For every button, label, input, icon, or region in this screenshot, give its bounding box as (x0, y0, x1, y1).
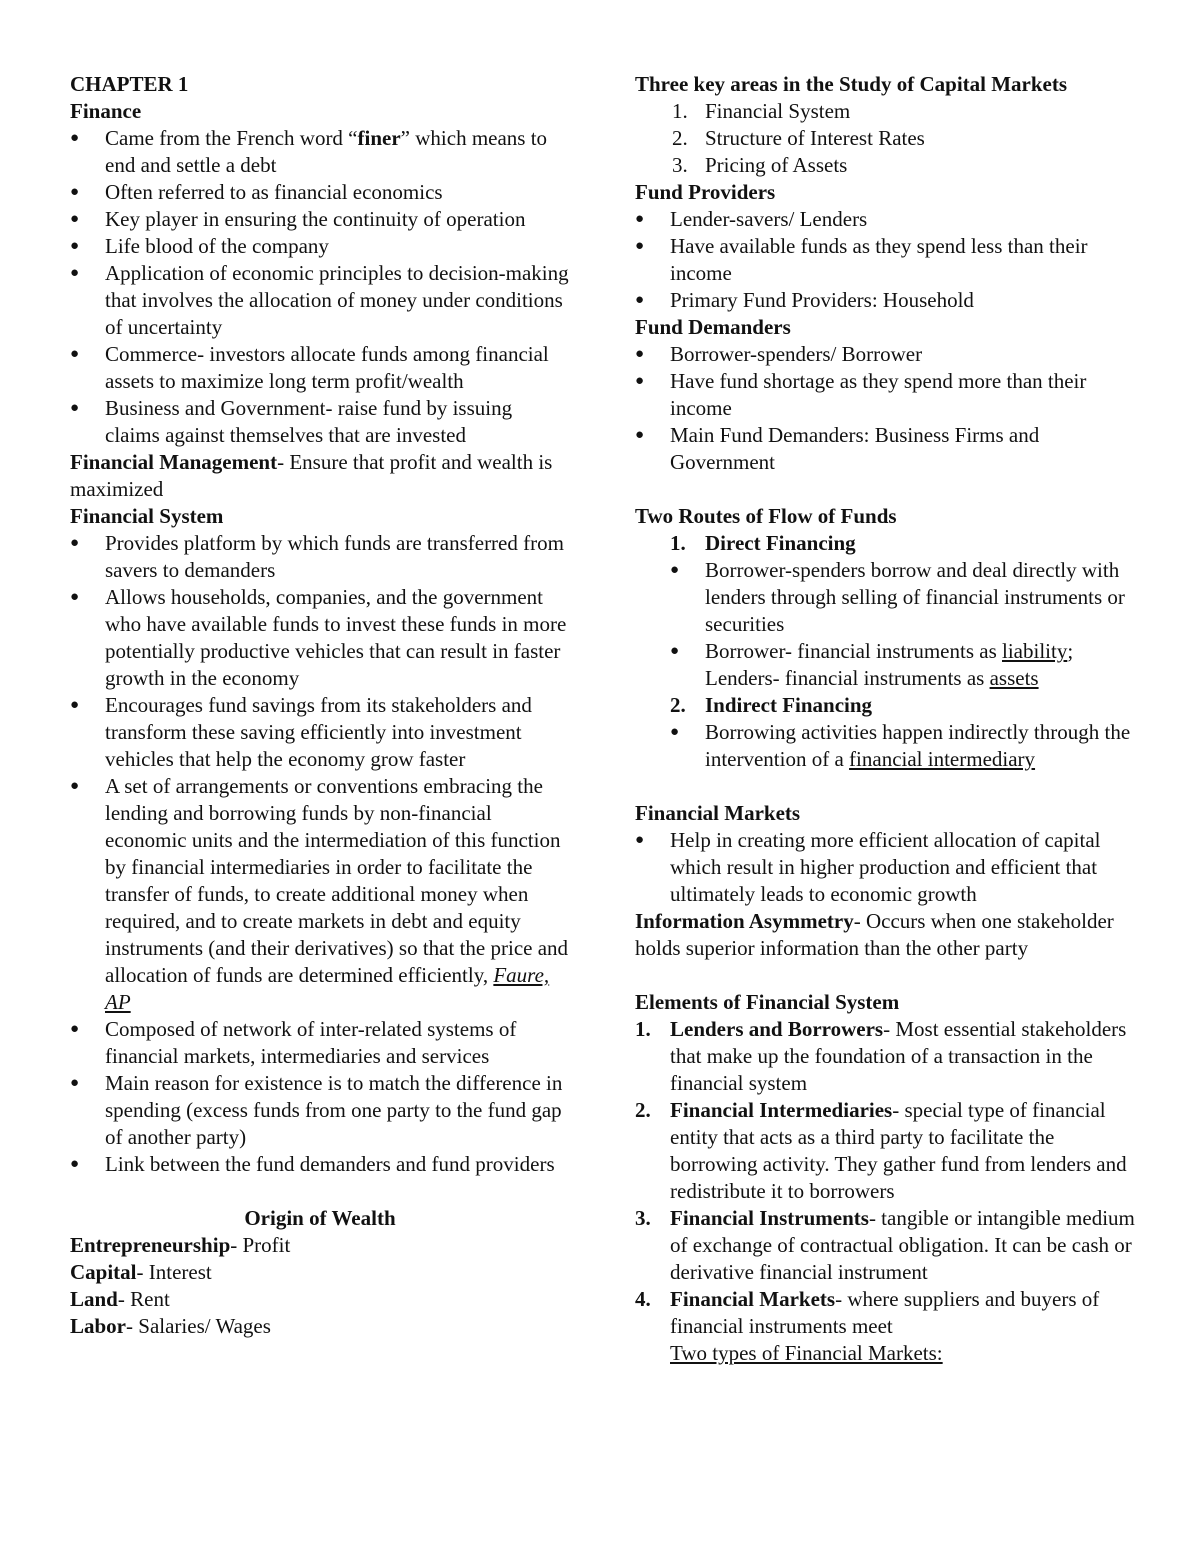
bold-term: Entrepreneurship (70, 1233, 231, 1257)
bullet-text: Borrowing activities happen indirectly through the intervention of a (705, 720, 1131, 771)
financial-system-heading: Financial System (70, 504, 224, 528)
definition-text: - special type of financial entity that acts as a third party to facilitate the borrowing activity. They gather fund from lenders and redistribute it to borrowers (670, 1098, 1127, 1203)
list-text: Structure of Interest Rates (705, 126, 925, 150)
routes-heading: Two Routes of Flow of Funds (635, 504, 897, 528)
left-column (70, 71, 570, 1340)
wealth-item (70, 1232, 570, 1259)
list-item: ● Borrower-spenders borrow and deal directly with lenders through selling of financial instruments or securities (670, 557, 1135, 638)
definition-text: - Profit (230, 1233, 291, 1257)
definition-text: - Occurs when one stakeholder holds superior information than the other party (635, 909, 1114, 960)
citation: Faure, AP (105, 963, 550, 1014)
list-number: 1. (670, 531, 686, 555)
list-item: ● Commerce- investors allocate funds among financial assets to maximize long term profit/wealth (70, 341, 570, 395)
definition-text: - Interest (136, 1260, 212, 1284)
list-item: ● Often referred to as financial economics (70, 179, 570, 206)
direct-financing-block (635, 557, 1135, 692)
fund-providers-heading: Fund Providers (635, 180, 776, 204)
information-asymmetry-definition (635, 908, 1135, 962)
definition-text: - Rent (117, 1287, 170, 1311)
financial-markets-list (635, 827, 1135, 908)
definition-text: - Salaries/ Wages (126, 1314, 271, 1338)
list-item (635, 125, 1135, 152)
direct-financing-list (670, 557, 1135, 692)
list-item: ● Have fund shortage as they spend more than their income (635, 368, 1135, 422)
list-item: ● Application of economic principles to decision-making that involves the allocation of money under conditions of uncertainty (70, 260, 570, 341)
bold-term: Financial Intermediaries (670, 1098, 893, 1122)
list-item: ● Borrower-spenders/ Borrower (635, 341, 1135, 368)
bold-term: Financial Markets (670, 1287, 836, 1311)
definition-text: - Ensure that profit and wealth is maximized (70, 450, 553, 501)
definition-text: - tangible or intangible medium of exchange of contractual obligation. It can be cash or derivative financial instrument (670, 1206, 1135, 1284)
key-areas-list (635, 98, 1135, 179)
two-types-label: Two types of Financial Markets: (670, 1341, 943, 1365)
wealth-item (70, 1313, 570, 1340)
indirect-financing-heading (635, 692, 1135, 719)
indirect-financing-block (635, 719, 1135, 773)
list-number: 2. (635, 1098, 651, 1122)
finance-bullet-list (70, 125, 570, 449)
chapter-title: CHAPTER 1 (70, 72, 189, 96)
definition-text: - where suppliers and buyers of financial instruments meet (670, 1287, 1100, 1338)
origin-of-wealth-heading: Origin of Wealth (244, 1206, 396, 1230)
bullet-text: ” which means to end and settle a debt (105, 126, 548, 177)
list-item: ● Provides platform by which funds are transferred from savers to demanders (70, 530, 570, 584)
indirect-financing-list (670, 719, 1135, 773)
list-item: ● Life blood of the company (70, 233, 570, 260)
key-areas-heading: Three key areas in the Study of Capital Markets (635, 72, 1068, 96)
fund-demanders-heading: Fund Demanders (635, 315, 791, 339)
bullet-text: Borrower- financial instruments as (705, 639, 1002, 663)
finance-heading: Finance (70, 99, 142, 123)
list-item: ● Business and Government- raise fund by issuing claims against themselves that are invested (70, 395, 570, 449)
list-number: 1. (635, 1017, 651, 1041)
bullet-text: A set of arrangements or conventions embracing the lending and borrowing funds by non-financial economic units and the intermediation of this function by financial intermediaries in order to facilitate the transfer of funds, to create additional money when required, and to create markets in debt and equity instruments (and their derivatives) so that the price and allocation of funds are determined efficiently, (105, 774, 569, 987)
financial-management-definition (70, 449, 570, 503)
list-number: 3. (635, 1206, 651, 1230)
list-item: ● Lender-savers/ Lenders (635, 206, 1135, 233)
wealth-item (70, 1259, 570, 1286)
list-item: ● Help in creating more efficient allocation of capital which result in higher production and efficient that ultimately leads to economic growth (635, 827, 1135, 908)
bold-term: Labor (70, 1314, 127, 1338)
list-item: ● Main Fund Demanders: Business Firms and Government (635, 422, 1135, 476)
list-item (635, 1097, 1135, 1205)
subheading-text: Indirect Financing (705, 693, 873, 717)
underlined-term: financial intermediary (849, 747, 1036, 771)
bold-term: Land (70, 1287, 118, 1311)
list-text: Financial System (705, 99, 851, 123)
bold-term: Lenders and Borrowers (670, 1017, 884, 1041)
list-item: ● Main reason for existence is to match the difference in spending (excess funds from one party to the fund gap of another party) (70, 1070, 570, 1151)
elements-heading: Elements of Financial System (635, 990, 900, 1014)
list-item (635, 1016, 1135, 1097)
bold-term: Information Asymmetry (635, 909, 854, 933)
list-item: ● Key player in ensuring the continuity of operation (70, 206, 570, 233)
fund-demanders-list (635, 341, 1135, 476)
bullet-text: ; Lenders- financial instruments as (705, 639, 1074, 690)
bold-term: Financial Instruments (670, 1206, 869, 1230)
spacer (635, 962, 1135, 989)
list-number: 2. (670, 693, 686, 717)
spacer (635, 773, 1135, 800)
fund-providers-list (635, 206, 1135, 314)
list-item (670, 719, 1135, 773)
elements-list (635, 1016, 1135, 1367)
right-column (635, 71, 1135, 1367)
definition-text: - Most essential stakeholders that make up the foundation of a transaction in the financial system (670, 1017, 1127, 1095)
bold-term: Financial Management (70, 450, 278, 474)
financial-markets-heading: Financial Markets (635, 801, 801, 825)
list-number: 3. (672, 153, 688, 177)
bold-term: Capital (70, 1260, 137, 1284)
list-item (70, 125, 570, 179)
bold-term: finer (357, 126, 401, 150)
list-number: 4. (635, 1287, 651, 1311)
underlined-term: liability (1002, 639, 1068, 663)
list-item: ● Encourages fund savings from its stakeholders and transform these saving efficiently into investment vehicles that help the economy grow faster (70, 692, 570, 773)
list-item: ● Link between the fund demanders and fund providers (70, 1151, 570, 1178)
list-item: ● Allows households, companies, and the government who have available funds to invest these funds in more potentially productive vehicles that can result in faster growth in the economy (70, 584, 570, 692)
list-text: Pricing of Assets (705, 153, 848, 177)
list-item (635, 1205, 1135, 1286)
list-item (635, 98, 1135, 125)
list-item: ● Primary Fund Providers: Household (635, 287, 1135, 314)
wealth-item (70, 1286, 570, 1313)
underlined-term: assets (989, 666, 1039, 690)
list-number: 2. (672, 126, 688, 150)
bullet-text: Came from the French word “ (105, 126, 358, 150)
list-item (635, 1286, 1135, 1367)
list-item (635, 152, 1135, 179)
spacer (70, 1178, 570, 1205)
subheading-text: Direct Financing (705, 531, 856, 555)
spacer (635, 476, 1135, 503)
list-item: ● Have available funds as they spend less than their income (635, 233, 1135, 287)
list-item (670, 638, 1135, 692)
direct-financing-heading (635, 530, 1135, 557)
list-item (70, 773, 570, 1016)
list-number: 1. (672, 99, 688, 123)
financial-system-bullet-list (70, 530, 570, 1178)
list-item: ● Composed of network of inter-related systems of financial markets, intermediaries and services (70, 1016, 570, 1070)
